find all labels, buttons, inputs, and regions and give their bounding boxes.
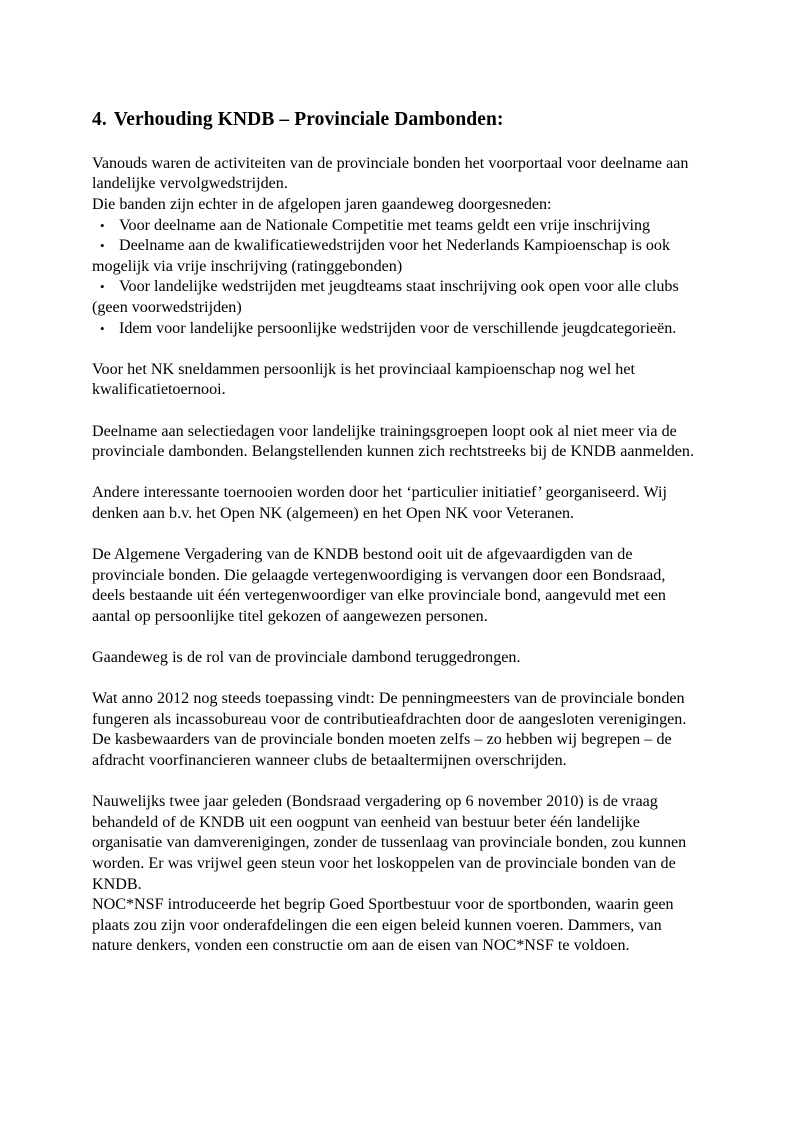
paragraph-line: aantal op persoonlijke titel gekozen of aangewezen personen. — [92, 607, 488, 625]
paragraph-line: KNDB. — [92, 875, 142, 893]
paragraph-line: De Algemene Vergadering van de KNDB bestond ooit uit de afgevaardigden van de — [92, 546, 633, 564]
paragraph-line: mogelijk via vrije inschrijving (ratinggebonden) — [92, 257, 403, 275]
bullet-icon: • — [100, 217, 105, 233]
list-item — [92, 236, 708, 277]
body-paragraph — [92, 545, 708, 627]
paragraph-spacer — [92, 463, 708, 484]
paragraph-line: Nauwelijks twee jaar geleden (Bondsraad vergadering op 6 november 2010) is de vraag — [92, 793, 658, 811]
paragraph-spacer — [92, 772, 708, 793]
body-paragraph — [92, 792, 708, 957]
section-heading — [92, 108, 708, 132]
section-title: Verhouding KNDB – Provinciale Dambonden: — [113, 109, 504, 130]
paragraph-line: fungeren als incassobureau voor de contributieafdrachten door de aangesloten verenigingen. — [92, 710, 687, 728]
paragraph-line: Wat anno 2012 nog steeds toepassing vindt: De penningmeesters van de provinciale bonden — [92, 690, 685, 708]
paragraph-line: deels bestaande uit één vertegenwoordiger van elke provinciale bond, aangevuld met een — [92, 587, 666, 605]
list-item — [92, 319, 708, 340]
paragraph-line: denken aan b.v. het Open NK (algemeen) en het Open NK voor Veteranen. — [92, 504, 575, 522]
paragraph-line: (geen voorwedstrijden) — [92, 298, 242, 316]
paragraph-spacer — [92, 669, 708, 690]
list-item-text: Voor landelijke wedstrijden met jeugdteams staat inschrijving ook open voor alle clubs — [119, 278, 679, 296]
body-paragraph — [92, 648, 708, 669]
intro-paragraph — [92, 154, 708, 216]
paragraph-line — [92, 216, 708, 237]
paragraph-line — [92, 277, 708, 298]
paragraph-line: Deelname aan selectiedagen voor landelijke trainingsgroepen loopt ook al niet meer via de — [92, 422, 677, 440]
paragraph-line: provinciale bonden. Die gelaagde vertegenwoordiging is vervangen door een Bondsraad, — [92, 566, 666, 584]
paragraph-line: De kasbewaarders van de provinciale bonden moeten zelfs – zo hebben wij begrepen – de — [92, 731, 672, 749]
paragraph-line: plaats zou zijn voor onderafdelingen die een eigen beleid kunnen voeren. Dammers, van — [92, 916, 662, 934]
paragraph-spacer — [92, 627, 708, 648]
bullet-list — [92, 216, 708, 340]
bullet-icon: • — [100, 279, 105, 295]
paragraph-line: afdracht voorfinancieren wanneer clubs de betaaltermijnen overschrijden. — [92, 752, 567, 769]
list-item-text: Idem voor landelijke persoonlijke wedstrijden voor de verschillende jeugdcategorieën. — [119, 319, 677, 337]
paragraph-spacer — [92, 339, 708, 360]
paragraph-line: organisatie van damverenigingen, zonder de tussenlaag van provinciale bonden, zou kunnen — [92, 834, 687, 852]
section-number: 4. — [92, 109, 107, 130]
list-item-text: Voor deelname aan de Nationale Competitie met teams geldt een vrije inschrijving — [119, 216, 651, 234]
body-paragraph — [92, 422, 708, 463]
paragraph-line: Andere interessante toernooien worden door het ‘particulier initiatief’ georganiseerd. Wij — [92, 484, 667, 502]
list-item — [92, 277, 708, 318]
paragraph-line: Gaandeweg is de rol van de provinciale dambond teruggedrongen. — [92, 649, 521, 667]
bullet-icon: • — [100, 320, 105, 336]
bullet-icon: • — [100, 238, 105, 254]
paragraph-line — [92, 236, 708, 257]
paragraph-line: Vanouds waren de activiteiten van de provinciale bonden het voorportaal voor deelname aan — [92, 154, 689, 172]
paragraph-spacer — [92, 401, 708, 422]
document-body — [92, 108, 708, 957]
paragraph-line: NOC*NSF introduceerde het begrip Goed Sportbestuur voor de sportbonden, waarin geen — [92, 896, 674, 914]
paragraph-line: Voor het NK sneldammen persoonlijk is het provinciaal kampioenschap nog wel het — [92, 360, 635, 378]
paragraph-line — [92, 319, 708, 340]
paragraph-line: kwalificatietoernooi. — [92, 381, 226, 399]
body-paragraph — [92, 360, 708, 401]
paragraph-line: provinciale dambonden. Belangstellenden kunnen zich rechtstreeks bij de KNDB aanmelden. — [92, 443, 694, 461]
body-paragraph — [92, 483, 708, 524]
paragraph-line: nature denkers, vonden een constructie om aan de eisen van NOC*NSF te voldoen. — [92, 937, 630, 955]
paragraph-line: Die banden zijn echter in de afgelopen jaren gaandeweg doorgesneden: — [92, 195, 552, 213]
body-paragraph — [92, 689, 708, 771]
paragraph-line: landelijke vervolgwedstrijden. — [92, 175, 288, 193]
paragraph-line: worden. Er was vrijwel geen steun voor het loskoppelen van de provinciale bonden van de — [92, 854, 676, 872]
paragraph-line: behandeld of de KNDB uit een oogpunt van eenheid van bestuur beter één landelijke — [92, 813, 640, 831]
list-item — [92, 216, 708, 237]
list-item-text: Deelname aan de kwalificatiewedstrijden voor het Nederlands Kampioenschap is ook — [119, 237, 671, 255]
paragraph-spacer — [92, 524, 708, 545]
